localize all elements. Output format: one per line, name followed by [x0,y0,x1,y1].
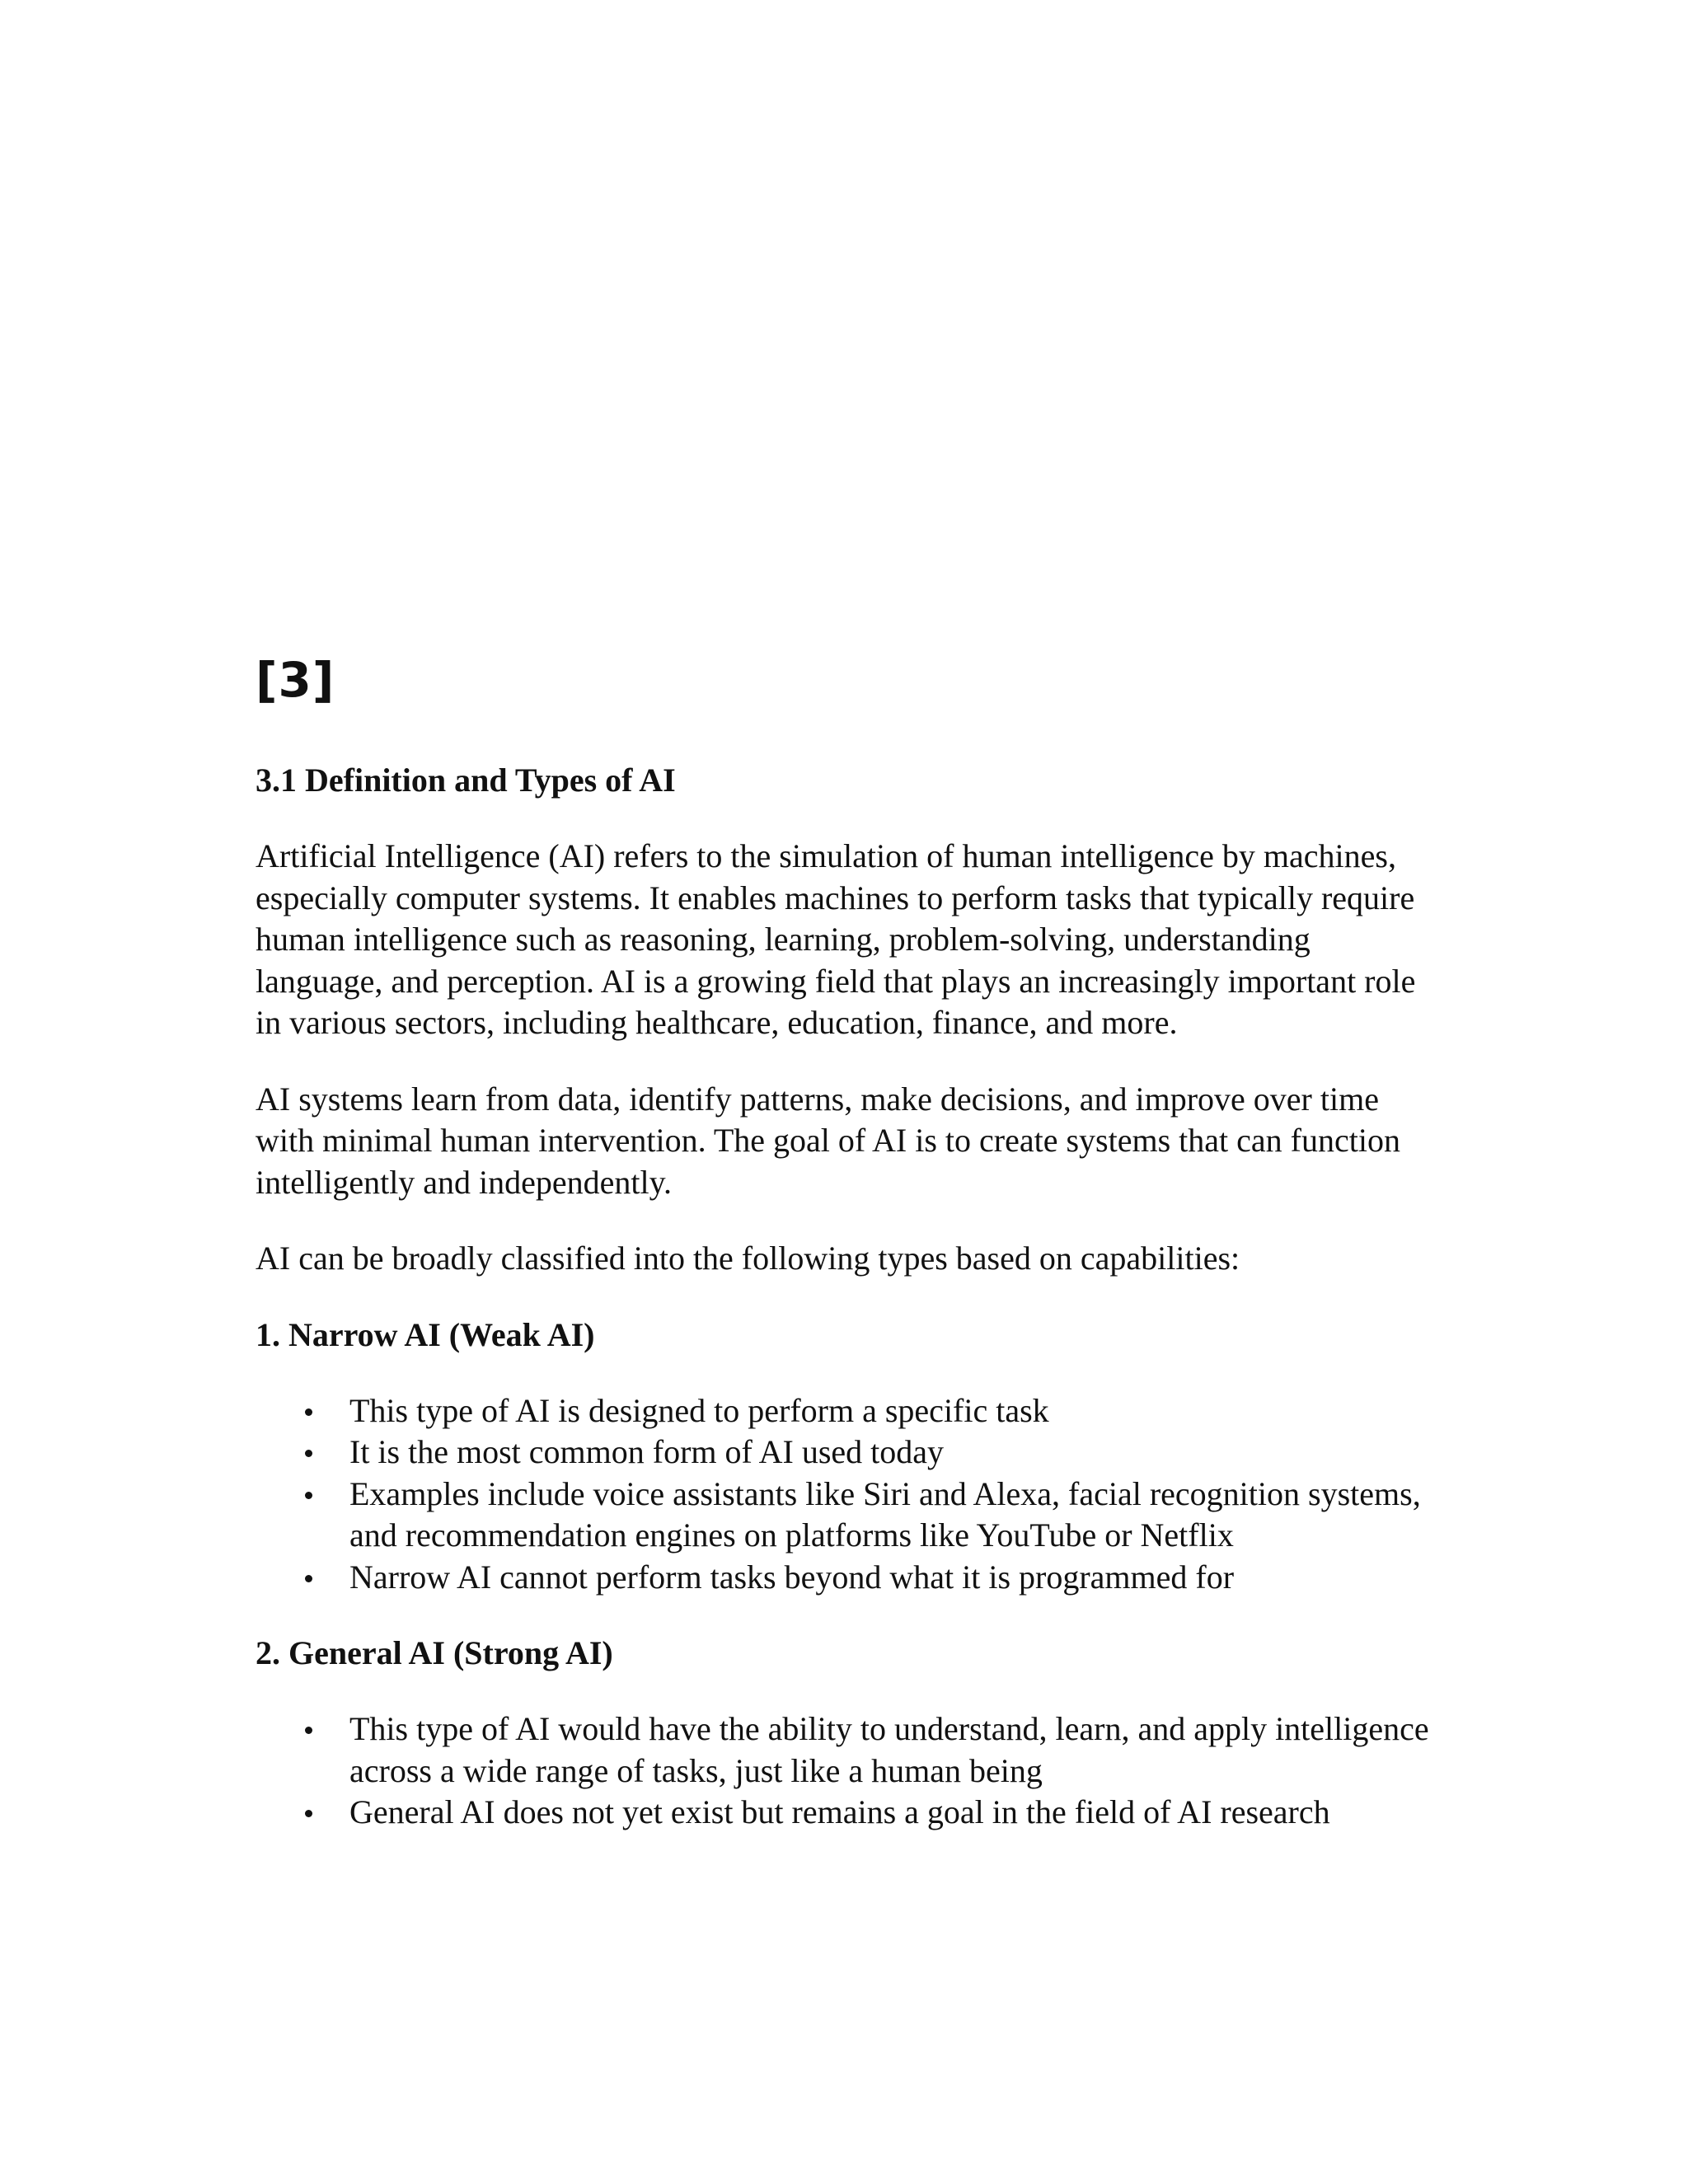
bullet-icon [305,1575,312,1582]
list-item [256,1708,1442,1792]
chapter-number: [3] [256,652,335,708]
list-item [256,1474,1442,1557]
intro-paragraph: Artificial Intelligence (AI) refers to the simulation of human intelligence by machines, especially computer systems. It enables machines to perform tasks that typically require human intelligence such as reasoning, learning, problem-solving, understanding language, and perception. AI is a growing field that plays an increasingly important role in various sectors, including healthcare, education, finance, and more. [256,837,1416,1041]
bullet-icon [305,1450,312,1457]
bullet-icon [305,1492,312,1499]
list-item [256,1390,1442,1432]
general-ai-heading: 2. General AI (Strong AI) [256,1634,613,1671]
learning-paragraph: AI systems learn from data, identify patterns, make decisions, and improve over time with minimal human intervention. The goal of AI is to create systems that can function intelligently and independently. [256,1080,1400,1201]
section-title: 3.1 Definition and Types of AI [256,762,676,799]
list-item [256,1557,1442,1599]
list-item-text: General AI does not yet exist but remains a goal in the field of AI research [349,1793,1330,1830]
list-item [256,1792,1442,1834]
bullet-icon [305,1727,312,1734]
narrow-ai-list [256,1390,1442,1599]
classification-paragraph: AI can be broadly classified into the following types based on capabilities: [256,1240,1240,1277]
general-ai-list [256,1708,1442,1834]
list-item-text: This type of AI is designed to perform a specific task [349,1391,1049,1429]
list-item-text: Examples include voice assistants like Siri and Alexa, facial recognition systems, and recommendation engines on platforms like YouTube or Netflix [349,1474,1421,1554]
list-item-text: Narrow AI cannot perform tasks beyond what it is programmed for [349,1558,1235,1596]
bullet-icon [305,1408,312,1416]
list-item [256,1432,1442,1474]
list-item-text: This type of AI would have the ability to understand, learn, and apply intelligence across a wide range of tasks, just like a human being [349,1710,1429,1789]
bullet-icon [305,1810,312,1817]
document-page [256,651,1442,1834]
narrow-ai-heading: 1. Narrow AI (Weak AI) [256,1315,595,1353]
list-item-text: It is the most common form of AI used today [349,1433,945,1470]
